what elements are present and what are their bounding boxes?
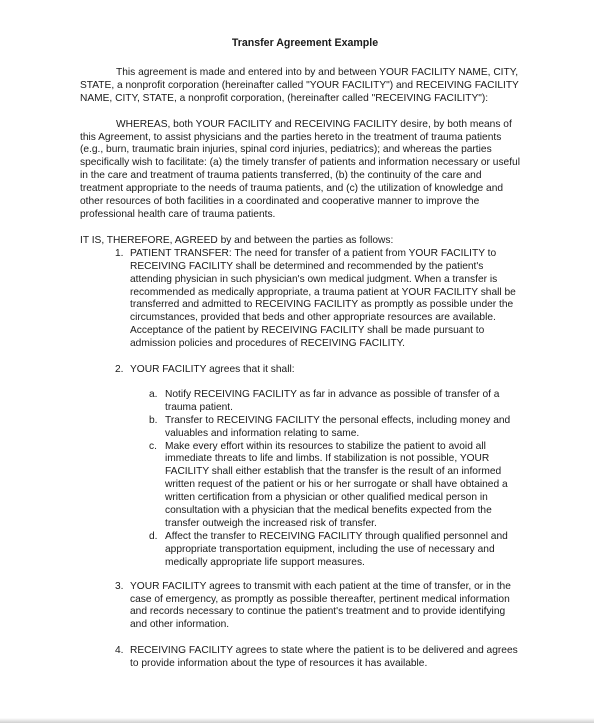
clause-text: YOUR FACILITY agrees that it shall:	[130, 364, 295, 376]
subclause-b	[130, 415, 524, 441]
subclause-text: Transfer to RECEIVING FACILITY the personal effects, including money and valuables and information relating to same.	[165, 414, 511, 439]
clause-number: 2.	[115, 364, 124, 376]
clause-2-subitems	[130, 389, 524, 570]
clause-1	[80, 248, 524, 351]
clause-number: 1.	[115, 247, 124, 259]
clause-2	[80, 364, 524, 570]
subclause-letter: b.	[149, 414, 158, 426]
subclause-text: Make every effort within its resources to stabilize the patient to avoid all immediate threats to life and limbs. If stabilization is not possible, YOUR FACILITY shall either establish that the transfer is the result of an informed written request of the patient or his or her surrogate or shall have obtained a written certification from a physician or other qualified medical person in consultation with a physician that the medical benefits expected from the transfer outweigh the increased risk of transfer.	[165, 440, 508, 529]
clause-number: 3.	[115, 580, 124, 592]
subclause-a	[130, 389, 524, 415]
clause-text: PATIENT TRANSFER: The need for transfer of a patient from YOUR FACILITY to RECEIVING FACILITY shall be determined and recommended by the patient's attending physician in such physician's own medical judgment. When a transfer is recommended as medically appropriate, a trauma patient at YOUR FACILITY shall be transferred and admitted to RECEIVING FACILITY as promptly as possible under the circumstances, provided that beds and other appropriate resources are available. Acceptance of the patient by RECEIVING FACILITY shall be made pursuant to admission policies and procedures of RECEIVING FACILITY.	[130, 247, 516, 350]
subclause-d	[130, 531, 524, 570]
therefore-paragraph: IT IS, THEREFORE, AGREED by and between the parties as follows:	[80, 234, 394, 246]
subclause-letter: d.	[149, 530, 158, 542]
subclause-text: Affect the transfer to RECEIVING FACILITY through qualified personnel and appropriate transportation equipment, including the use of necessary and medically appropriate life support measures.	[165, 530, 508, 568]
subclause-letter: a.	[149, 388, 158, 400]
subclause-c	[130, 441, 524, 531]
subclause-text: Notify RECEIVING FACILITY as far in advance as possible of transfer of a trauma patient.	[165, 388, 500, 413]
clause-3	[80, 581, 524, 633]
clause-number: 4.	[115, 645, 124, 657]
document-title: Transfer Agreement Example	[231, 37, 379, 49]
agreement-clauses	[80, 248, 524, 671]
intro-paragraph: This agreement is made and entered into by and between YOUR FACILITY NAME, CITY, STATE, a nonprofit corporation (hereinafter called "YOUR FACILITY") and RECEIVING FACILITY NAME, CITY, STATE, a nonprofit corporation, (hereinafter called "RECEIVING FACILITY"):	[80, 66, 519, 104]
subclause-letter: c.	[149, 440, 157, 452]
whereas-paragraph: WHEREAS, both YOUR FACILITY and RECEIVING FACILITY desire, by both means of this Agreement, to assist physicians and the parties hereto in the treatment of trauma patients (e.g., burn, traumatic brain injuries, spinal cord injuries, pediatrics); and whereas the parties specifically wish to facilitate: (a) the timely transfer of patients and information necessary or useful in the care and treatment of trauma patients transferred, (b) the continuity of the care and treatment appropriate to the needs of trauma patients, and (c) the utilization of knowledge and other resources of both facilities in a coordinated and cooperative manner to improve the professional health care of trauma patients.	[80, 118, 520, 220]
clause-text: RECEIVING FACILITY agrees to state where the patient is to be delivered and agrees to provide information about the type of resources it has available.	[130, 645, 518, 670]
clause-text: YOUR FACILITY agrees to transmit with each patient at the time of transfer, or in the case of emergency, as promptly as possible thereafter, pertinent medical information and records necessary to continue the patient's treatment and to provide identifying and other information.	[130, 580, 511, 631]
clause-4	[80, 645, 524, 671]
page-bottom-edge	[0, 718, 594, 723]
